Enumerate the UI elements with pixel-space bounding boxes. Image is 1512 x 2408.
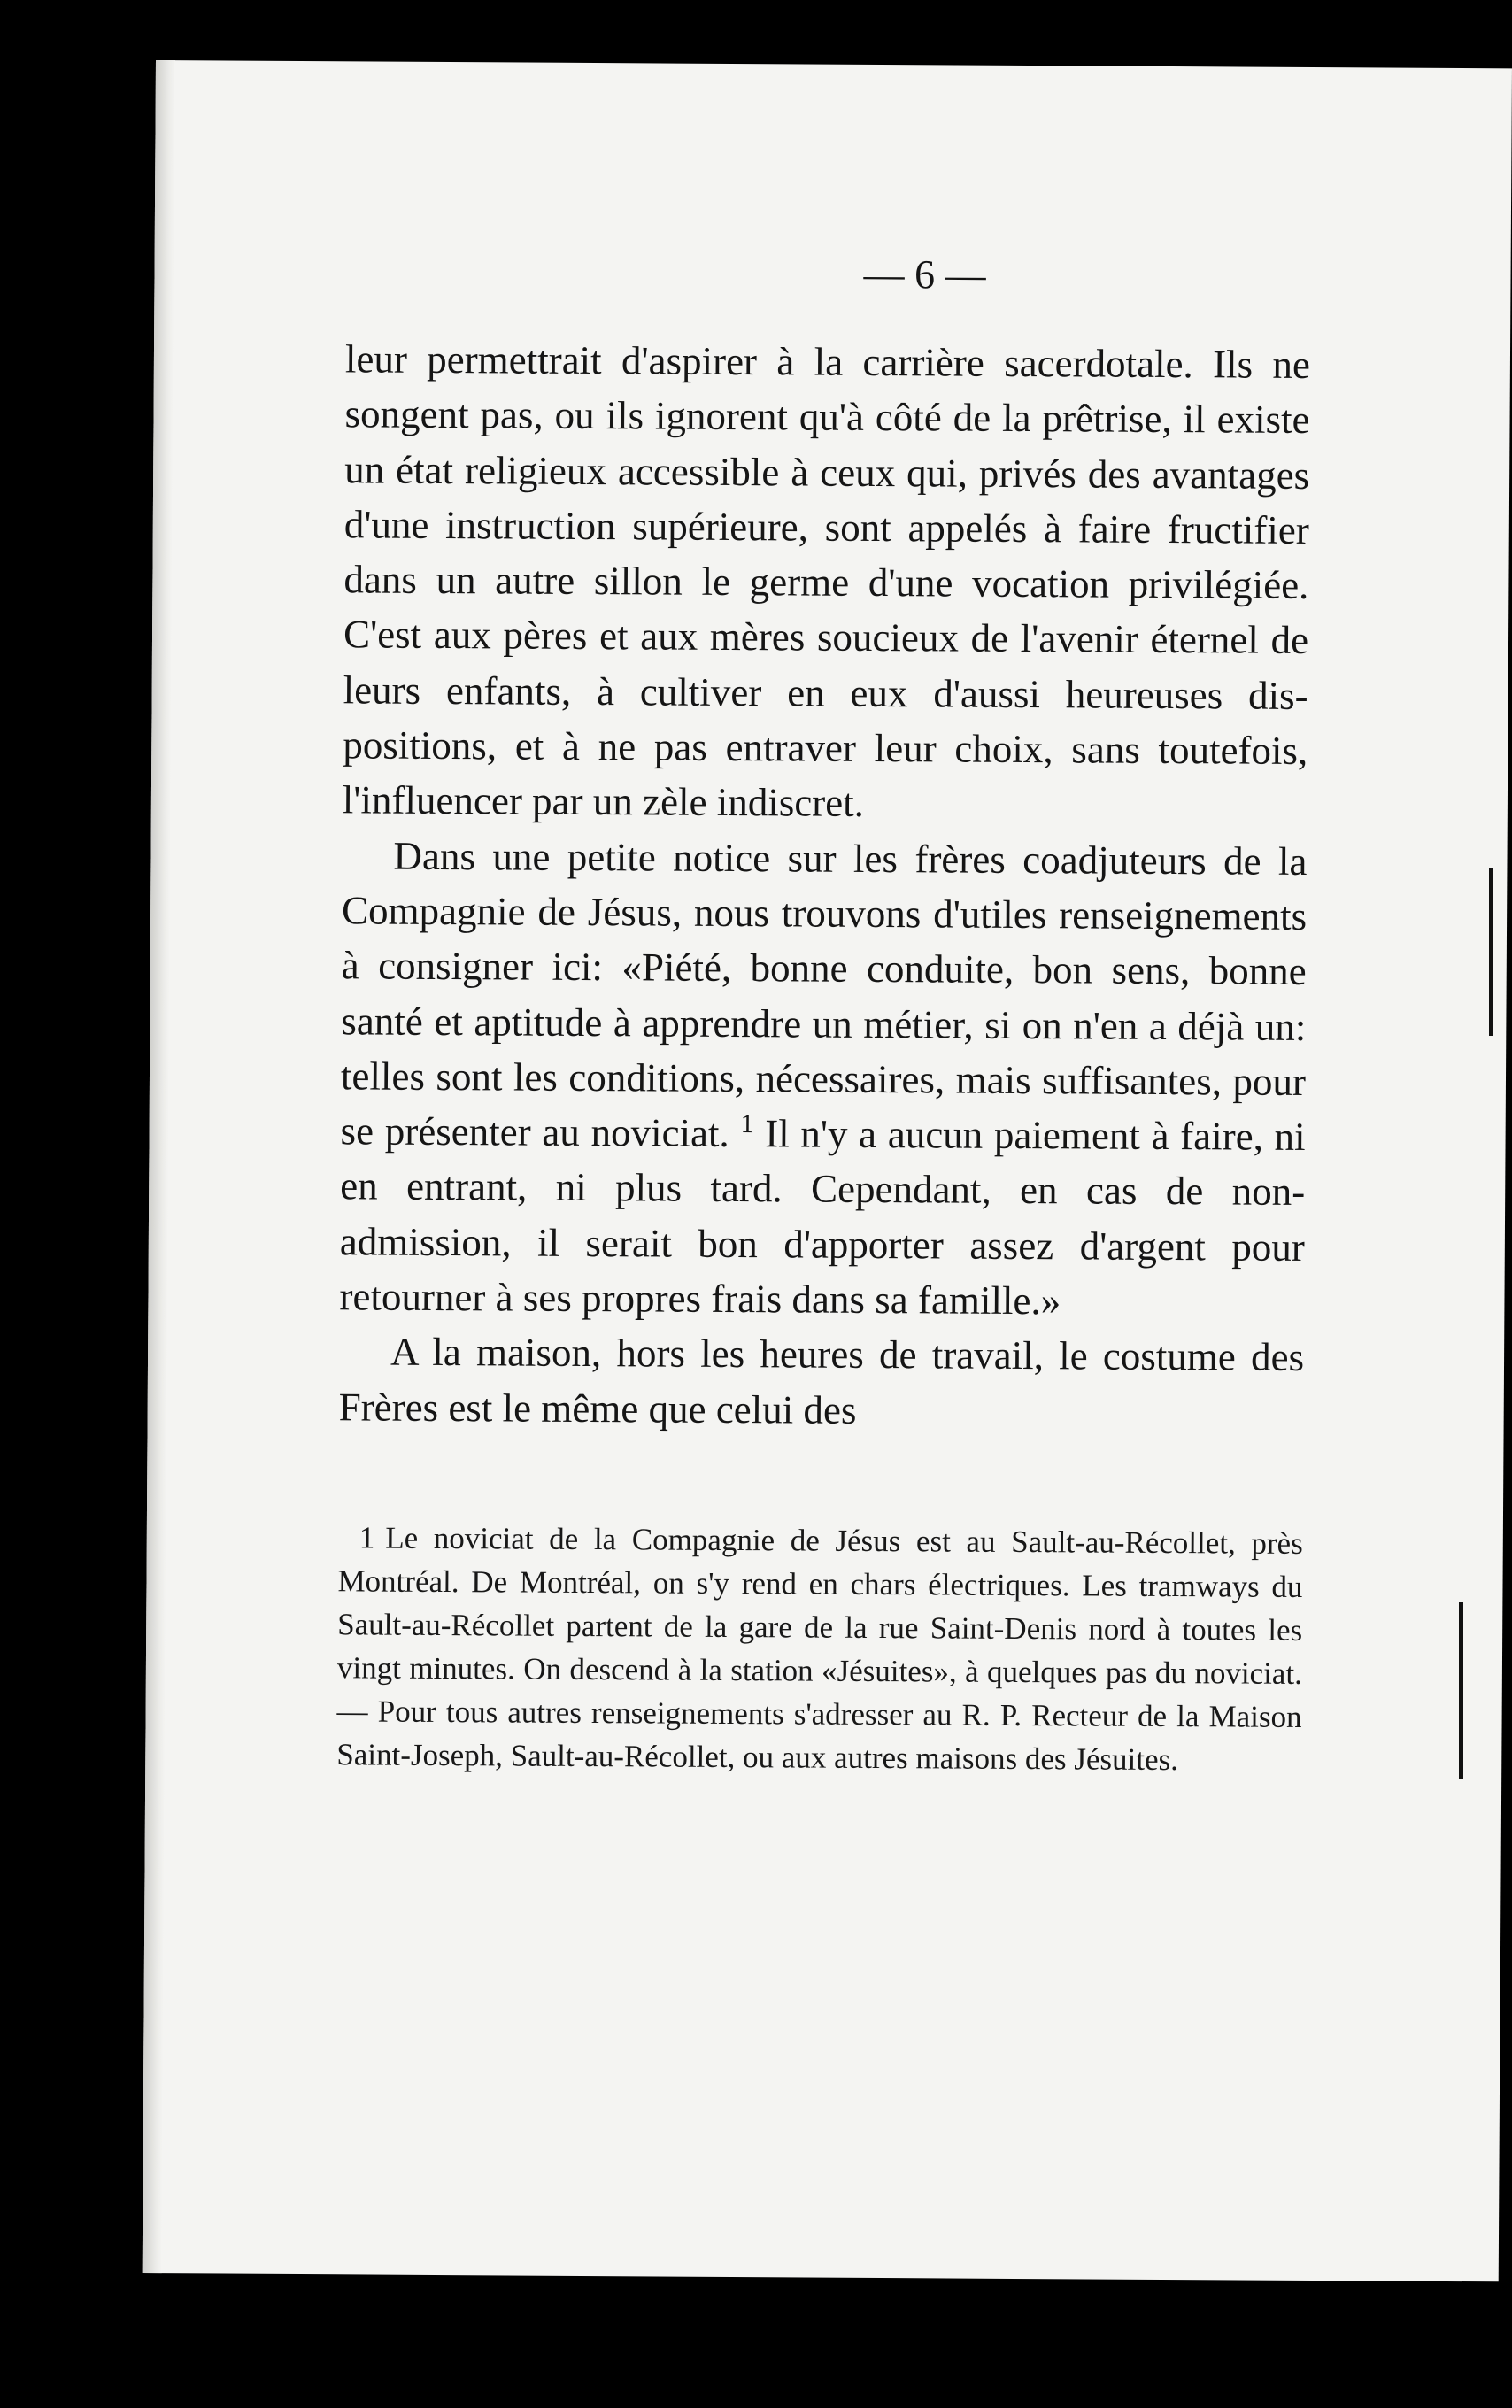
footnote-reference: 1 [740, 1109, 754, 1139]
footnote-text: Le noviciat de la Compagnie de Jésus est au Sault-au-Récollet, près Montréal. De Montréal, on s'y rend en chars électriques. Les tramways du Sault-au-Récollet partent de la gare de la rue Saint-Denis nord à toutes les vingt minutes. On descend à la station «Jésuites», à quelques pas du noviciat. — Pour tous autres renseignements s'adresser au R. P. Recteur de la Maison Saint-Joseph, Sault-au-Récollet, ou aux autres maisons des Jésuites. [336, 1520, 1303, 1778]
footnote [336, 1516, 1303, 1782]
scan-edge-mark-lower [1459, 1602, 1463, 1779]
paragraph-3: A la maison, hors les heures de travail, le costume des Frères est le même que celui des [338, 1329, 1305, 1432]
scan-edge-mark-upper [1489, 868, 1493, 1036]
page-content [336, 331, 1310, 1782]
paragraph-1: leur permettrait d'aspirer à la carrière sacerdotale. Ils ne songent pas, ou ils ignorent qu'à côté de la prêtrise, il existe un état religieux accessible à ceux qui, privés des avantages d'une instruction supérieure, sont appelés à faire fructifier dans un autre sillon le germe d'une vocation privilégiée. C'est aux pères et aux mères soucieux de l'avenir éternel de leurs enfants, à cultiver en eux d'aussi heureuses dispositions, et à ne pas entraver leur choix, sans toutefois, l'influencer par un zèle indiscret. [342, 336, 1311, 826]
paragraph-2-continuation: Il n'y a aucun paiement à faire, ni en entrant, ni plus tard. Cependant, en cas de non-admission, il serait bon d'apporter assez d'argent pour retourner à ses propres frais dans sa famille.» [339, 1111, 1306, 1324]
paragraph-2-text: Dans une petite notice sur les frères coadjuteurs de la Compagnie de Jésus, nous trouvons d'utiles renseignements à consigner ici: «Piété, bonne conduite, bon sens, bonne santé et aptitude à apprendre un métier, si on n'en a déjà un: telles sont les conditions, nécessaires, mais suffisantes, pour se présenter au noviciat. [340, 833, 1308, 1156]
footnote-number: 1 [359, 1520, 375, 1555]
paragraph-2 [339, 828, 1307, 1330]
body-text [339, 331, 1311, 1440]
page-spine-edge [143, 60, 175, 2273]
book-page [143, 60, 1512, 2281]
page-number: — 6 — [863, 251, 986, 297]
